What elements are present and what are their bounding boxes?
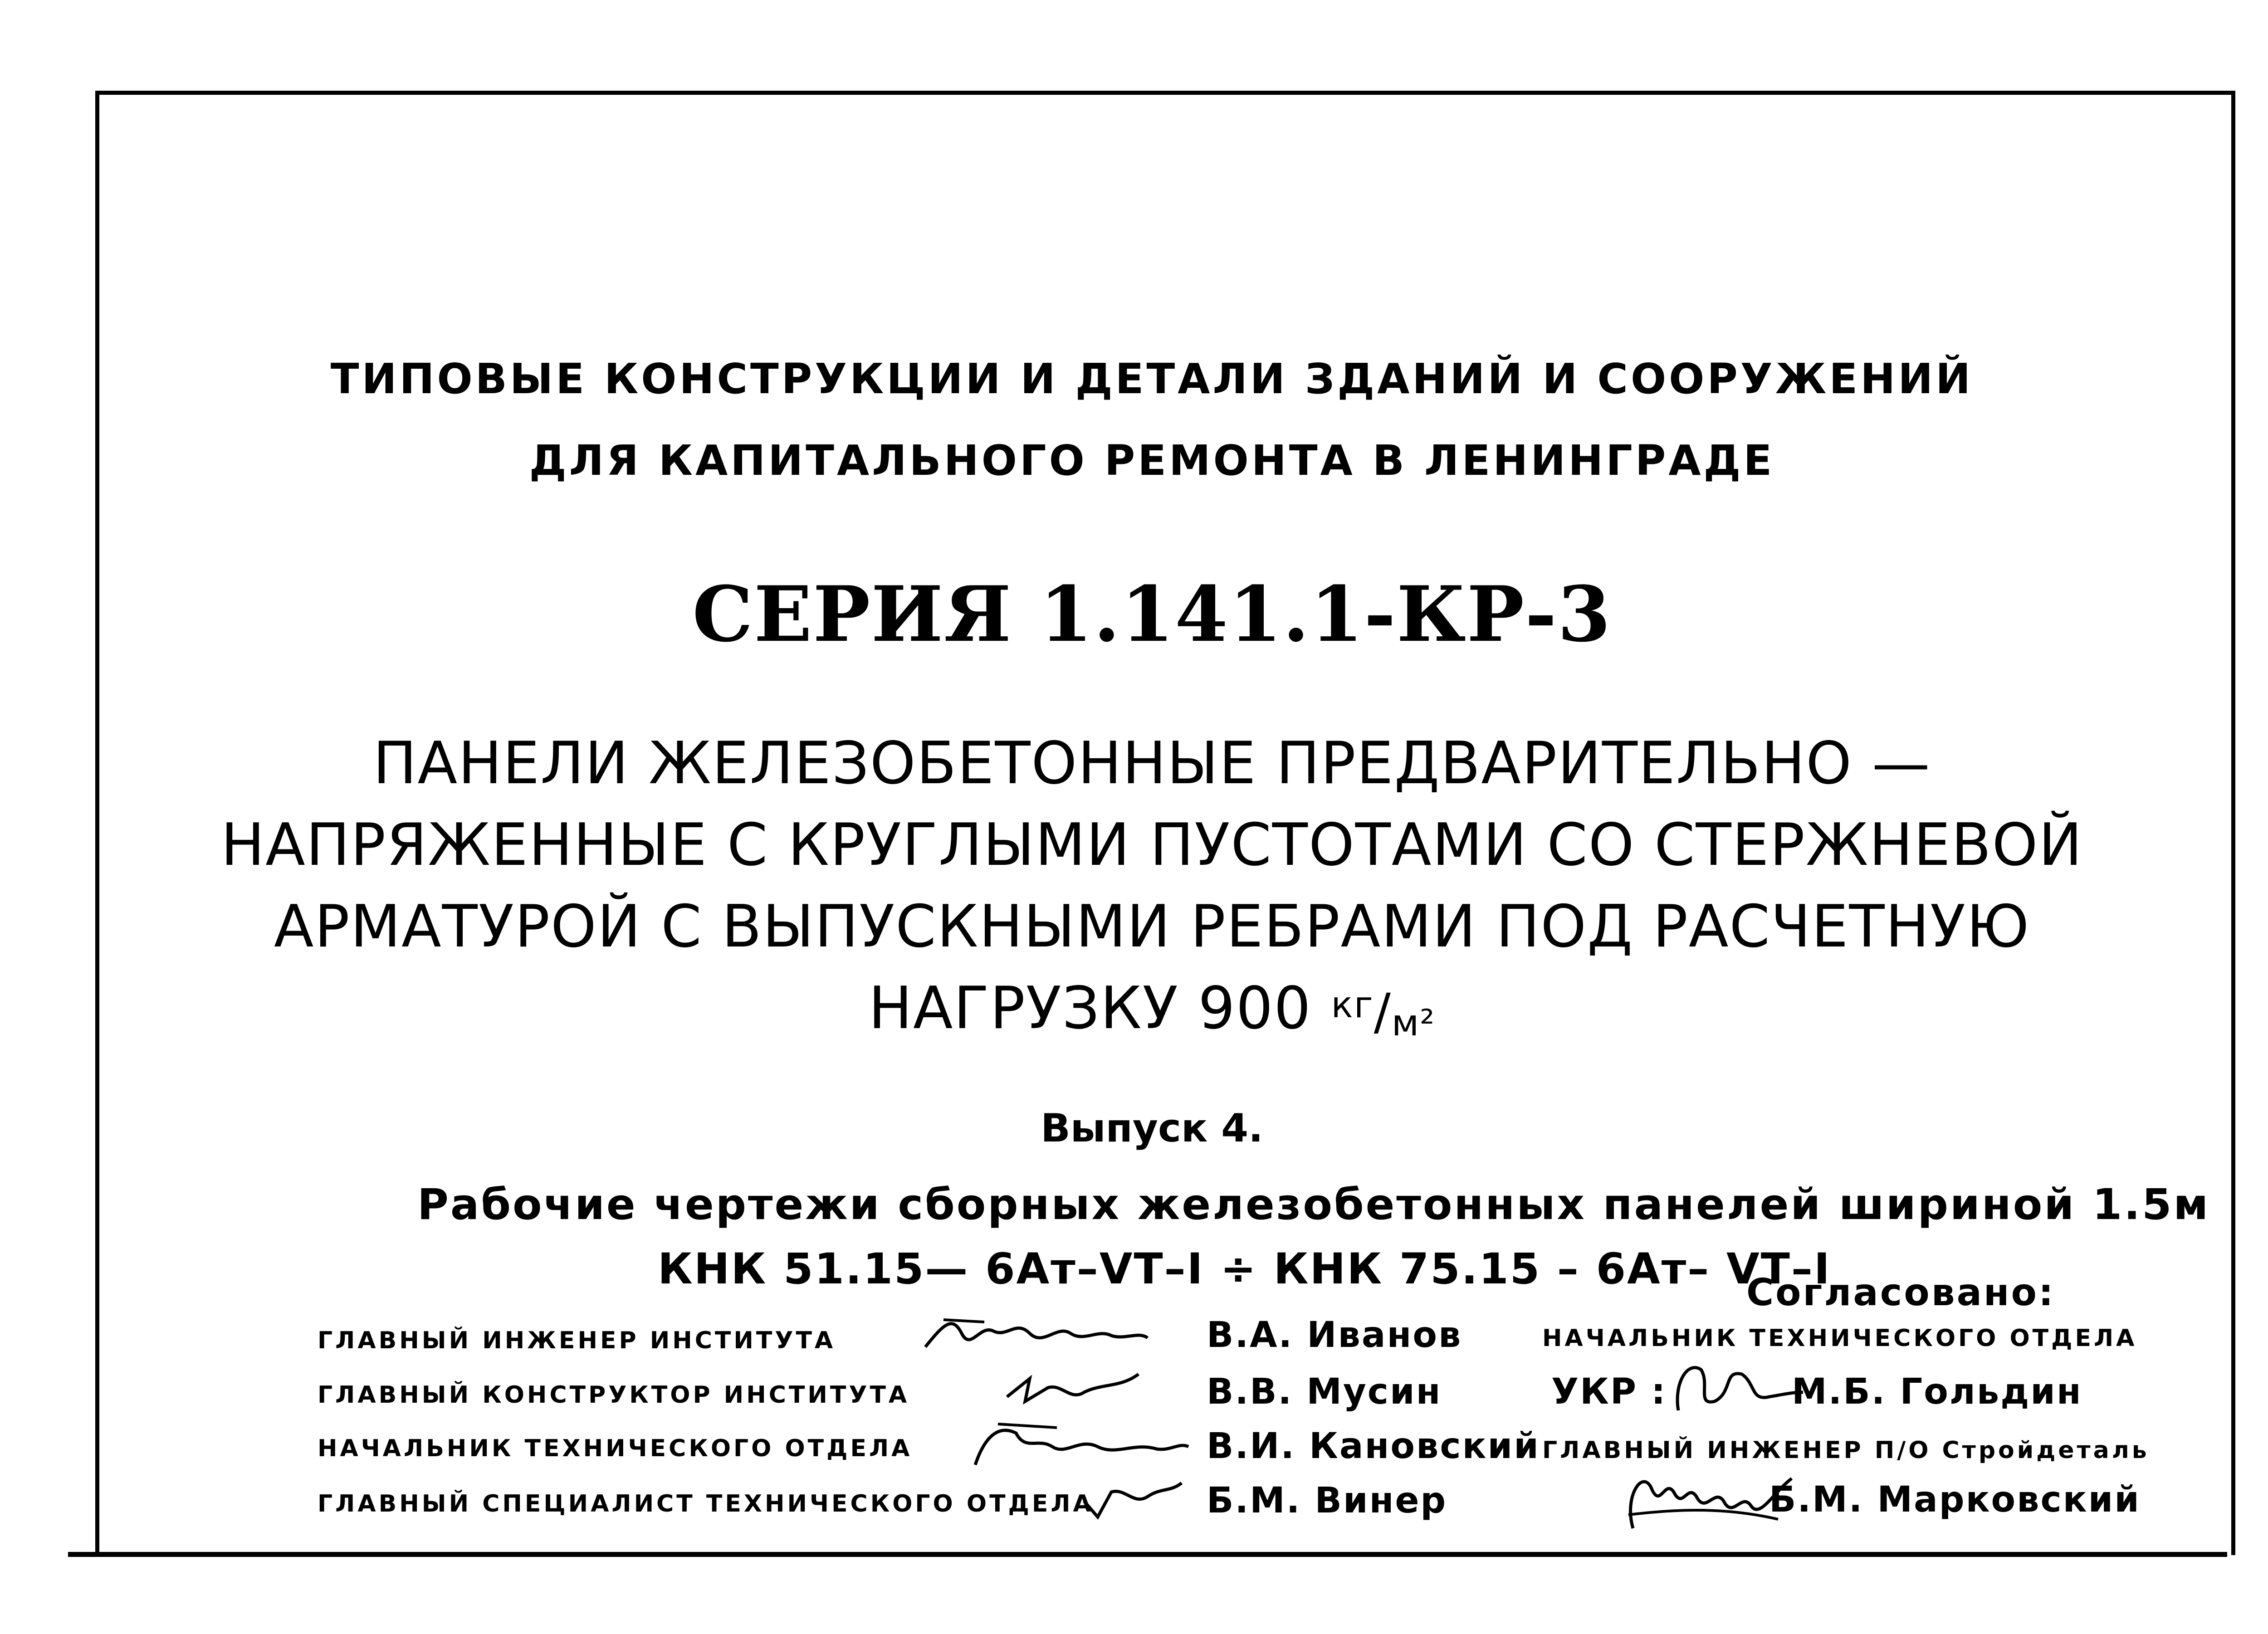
name-kanovsky: В.И. Кановский (1207, 1426, 1540, 1467)
load-unit-bottom: м² (1391, 1002, 1436, 1044)
subtitle: Рабочие чертежи сборных железобетонных панелей шириной 1.5м (417, 1180, 2210, 1229)
role-head-tech-dept: НАЧАЛЬНИК ТЕХНИЧЕСКОГО ОТДЕЛА (318, 1435, 913, 1462)
load-unit (1331, 983, 1436, 1044)
signature-kanovsky (966, 1415, 1193, 1474)
title-line-3: АРМАТУРОЙ С ВЫПУСКНЫМИ РЕБРАМИ ПОД РАСЧЕТНУЮ (274, 893, 2030, 961)
signature-markovsky (1615, 1451, 1796, 1537)
name-markovsky: Б.М. Марковский (1769, 1479, 2141, 1520)
title-line-4 (0, 975, 2268, 1044)
series-title: СЕРИЯ 1.141.1-КР-3 (692, 569, 1612, 659)
issue-number: Выпуск 4. (1041, 1106, 1263, 1151)
org-ukr: УКР : (1551, 1371, 1667, 1412)
signature-winer (1080, 1474, 1184, 1524)
role-head-tech-dept-ukr: НАЧАЛЬНИК ТЕХНИЧЕСКОГО ОТДЕЛА (1542, 1325, 2137, 1352)
role-chief-engineer: ГЛАВНЫЙ ИНЖЕНЕР ИНСТИТУТА (318, 1327, 836, 1354)
load-value: НАГРУЗКУ 900 (868, 975, 1312, 1042)
header-line-2: ДЛЯ КАПИТАЛЬНОГО РЕМОНТА В ЛЕНИНГРАДЕ (529, 436, 1775, 485)
role-chief-engineer-stroidetal: ГЛАВНЫЙ ИНЖЕНЕР П/О Стройдеталь (1542, 1437, 2150, 1464)
agreed-label: Согласовано: (1746, 1271, 2055, 1314)
signature-goldin (1660, 1356, 1805, 1419)
name-ivanov: В.А. Иванов (1207, 1315, 1462, 1356)
title-line-1: ПАНЕЛИ ЖЕЛЕЗОБЕТОННЫЕ ПРЕДВАРИТЕЛЬНО — (373, 730, 1931, 797)
role-chief-specialist: ГЛАВНЫЙ СПЕЦИАЛИСТ ТЕХНИЧЕСКОГО ОТДЕЛА (318, 1490, 1094, 1517)
load-unit-top: кг (1331, 984, 1374, 1026)
signature-musin (998, 1365, 1148, 1415)
signature-ivanov (916, 1306, 1152, 1365)
bottom-rule (68, 1552, 2227, 1557)
title-line-2: НАПРЯЖЕННЫЕ С КРУГЛЫМИ ПУСТОТАМИ СО СТЕРЖНЕВОЙ (220, 811, 2083, 879)
name-goldin: М.Б. Гольдин (1792, 1371, 2082, 1412)
header-line-1: ТИПОВЫЕ КОНСТРУКЦИИ И ДЕТАЛИ ЗДАНИЙ И СООРУЖЕНИЙ (330, 355, 1974, 403)
name-winer: Б.М. Винер (1207, 1480, 1447, 1521)
name-musin: В.В. Мусин (1207, 1371, 1442, 1412)
load-unit-slash: / (1374, 983, 1392, 1041)
role-chief-designer: ГЛАВНЫЙ КОНСТРУКТОР ИНСТИТУТА (318, 1381, 910, 1409)
panel-codes: КНК 51.15— 6Ат–VТ–I ÷ КНК 75.15 – 6Ат– VТ–I (658, 1244, 1831, 1294)
